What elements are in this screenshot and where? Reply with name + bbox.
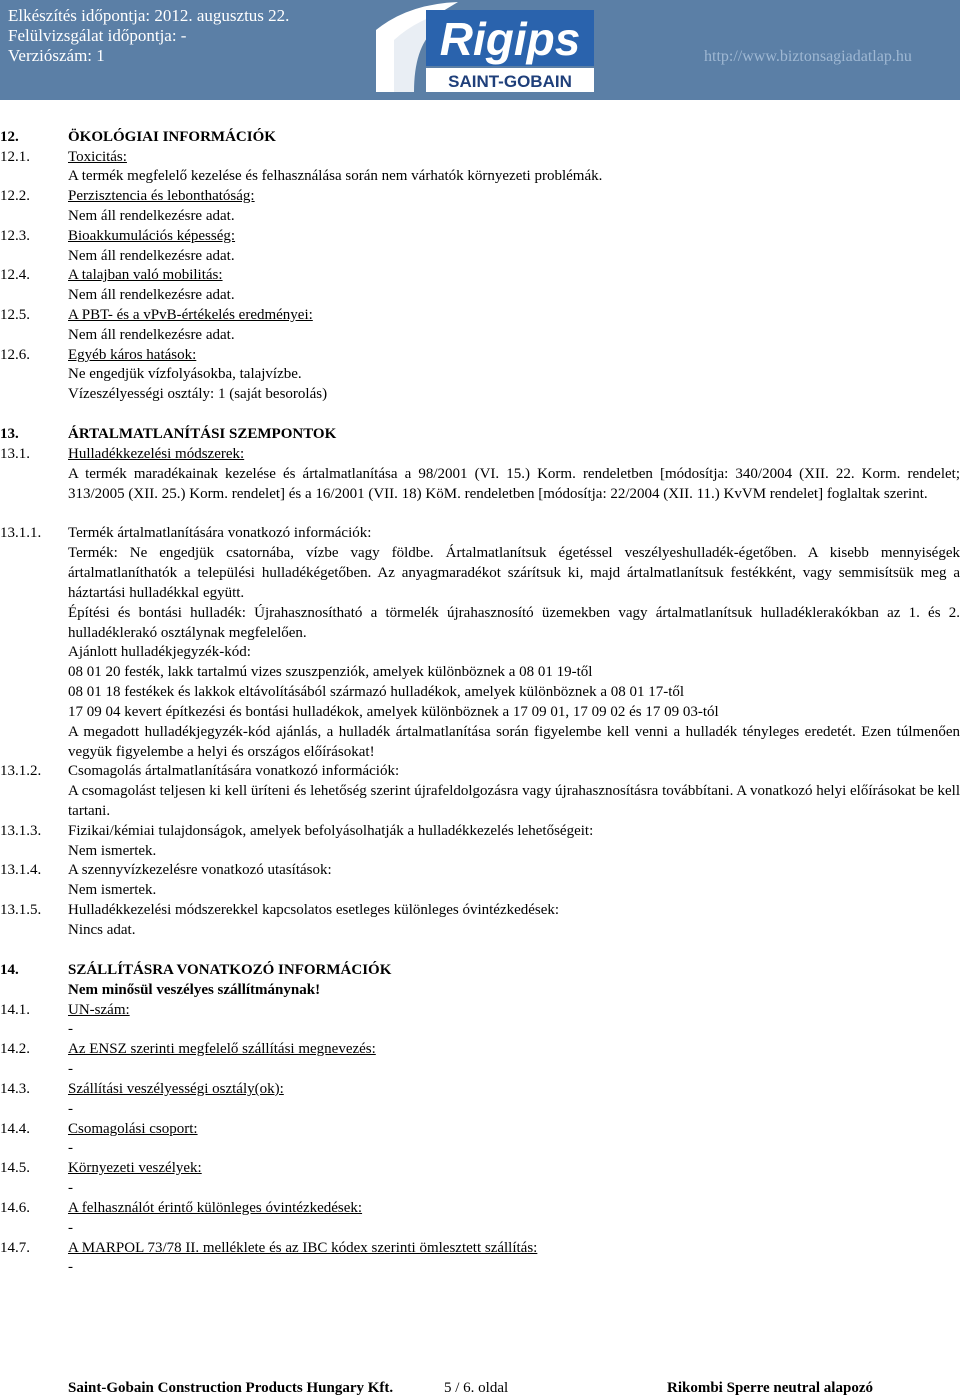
subsection-value: - xyxy=(68,1140,73,1156)
subsection-number: 12.2. xyxy=(0,188,30,204)
subsection-paragraph: Építési és bontási hulladék: Újrahasznosítható a törmelék újrahasznosító üzemekben vagy ártalmatlanítsuk hulladéklerakókban az 1. és 2. hulladéklerakó osztálynak megfelelően. xyxy=(68,605,960,641)
subsection-number: 14.4. xyxy=(0,1121,30,1137)
version-number: Verziószám: 1 xyxy=(8,46,105,65)
subsection-heading: Toxicitás: xyxy=(68,149,127,165)
subsection-heading: Fizikai/kémiai tulajdonságok, amelyek befolyásolhatják a hulladékkezelés lehetőségeit: xyxy=(68,823,594,839)
subsection-heading: Perzisztencia és lebonthatóság: xyxy=(68,188,255,204)
subsection-number: 12.1. xyxy=(0,149,30,165)
subsection-paragraph: A termék maradékainak kezelése és ártalmatlanítása a 98/2001 (VI. 15.) Korm. rendeletben [módosítja: 340/2004 (XII. 22. Korm. rendelet; 313/2005 (XII. 25.) Korm. rendelet] és a 16/2001 (VII. 18) KöM. rendeletben [módosítja: 22/2004 (XII. 11.) KvVM rendelet] foglaltak szerint. xyxy=(68,466,960,502)
subsection-value: - xyxy=(68,1061,73,1077)
subsection-number: 13.1.3. xyxy=(0,823,42,839)
subsection-value: - xyxy=(68,1220,73,1236)
subsection-value: - xyxy=(68,1259,73,1275)
subsection-text: Nem áll rendelkezésre adat. xyxy=(68,208,235,224)
subsection-number: 13.1.1. xyxy=(0,525,42,541)
subsection-number: 12.4. xyxy=(0,267,30,283)
subsection-number: 12.6. xyxy=(0,347,30,363)
subsection-number: 13.1.5. xyxy=(0,902,42,918)
subsection-value: - xyxy=(68,1101,73,1117)
logo-subbrand: SAINT-GOBAIN xyxy=(448,72,572,91)
subsection-paragraph: Termék: Ne engedjük csatornába, vízbe vagy földbe. Ártalmatlanítsuk égetéssel veszélyeshulladék-égetőben. A kisebb mennyiségek ártalmatlaníthatók a települési hulladékégetőben. Az anyagmaradékot szárítsuk ki, majd ártalmatlanítsuk festékként, vagy semmisítsük meg a háztartási hulladékkal együtt. xyxy=(68,545,960,601)
subsection-text: Nem áll rendelkezésre adat. xyxy=(68,287,235,303)
subsection-number: 12.5. xyxy=(0,307,30,323)
subsection-value: - xyxy=(68,1180,73,1196)
subsection-text: A termék megfelelő kezelése és felhasználása során nem várhatók környezeti problémák. xyxy=(68,168,603,184)
waste-code: 08 01 18 festékek és lakkok eltávolításából származó hulladékok, amelyek különböznek a 08 01 17-től xyxy=(68,684,685,700)
subsection-heading: Csomagolási csoport: xyxy=(68,1121,198,1137)
subsection-text: Nem áll rendelkezésre adat. xyxy=(68,327,235,343)
subsection-number: 14.5. xyxy=(0,1160,30,1176)
subsection-heading: Termék ártalmatlanítására vonatkozó információk: xyxy=(68,525,372,541)
page-header xyxy=(0,0,960,100)
subsection-heading: Az ENSZ szerinti megfelelő szállítási megnevezés: xyxy=(68,1041,376,1057)
footer-company: Saint-Gobain Construction Products Hungary Kft. xyxy=(68,1380,394,1396)
subsection-value: - xyxy=(68,1021,73,1037)
subsection-text: Nem áll rendelkezésre adat. xyxy=(68,248,235,264)
subsection-text: Nem ismertek. xyxy=(68,843,157,859)
subsection-number: 14.6. xyxy=(0,1200,30,1216)
footer-product: Rikombi Sperre neutral alapozó xyxy=(667,1380,873,1396)
waste-code: 08 01 20 festék, lakk tartalmú vizes szuszpenziók, amelyek különböznek a 08 01 19-től xyxy=(68,664,593,680)
subsection-number: 12.3. xyxy=(0,228,30,244)
section-number: 13. xyxy=(0,426,19,442)
subsection-heading: A felhasználót érintő különleges óvintézkedések: xyxy=(68,1200,363,1216)
header-url[interactable]: http://www.biztonsagiadatlap.hu xyxy=(704,48,912,65)
waste-code: 17 09 04 kevert építkezési és bontási hulladékok, amelyek különböznek a 17 09 01, 17 09 02 és 17 09 03-tól xyxy=(68,704,719,720)
section-number: 12. xyxy=(0,129,19,145)
subsection-heading: A szennyvízkezelésre vonatkozó utasítások: xyxy=(68,862,332,878)
subsection-heading: Hulladékkezelési módszerek: xyxy=(68,446,245,462)
subsection-number: 13.1.2. xyxy=(0,763,42,779)
prepared-date: Elkészítés időpontja: 2012. augusztus 22. xyxy=(8,6,290,25)
subsection-heading: Szállítási veszélyességi osztály(ok): xyxy=(68,1081,284,1097)
subsection-heading: Csomagolás ártalmatlanítására vonatkozó információk: xyxy=(68,763,400,779)
subsection-heading: A MARPOL 73/78 II. melléklete és az IBC kódex szerinti ömlesztett szállítás: xyxy=(68,1240,538,1256)
subsection-heading: Egyéb káros hatások: xyxy=(68,347,197,363)
section-note: Nem minősül veszélyes szállítmánynak! xyxy=(68,982,321,998)
footer-page-number: 5 / 6. oldal xyxy=(444,1380,509,1396)
subsection-heading: A PBT- és a vPvB-értékelés eredményei: xyxy=(68,307,313,323)
subsection-text: Ne engedjük vízfolyásokba, talajvízbe. xyxy=(68,366,302,382)
subsection-text: Vízeszélyességi osztály: 1 (saját besorolás) xyxy=(68,386,328,402)
subsection-number: 14.1. xyxy=(0,1002,30,1018)
subsection-heading: Környezeti veszélyek: xyxy=(68,1160,202,1176)
subsection-number: 14.7. xyxy=(0,1240,30,1256)
subsection-number: 13.1. xyxy=(0,446,30,462)
section-title: ÁRTALMATLANÍTÁSI SZEMPONTOK xyxy=(68,426,337,442)
subsection-number: 13.1.4. xyxy=(0,862,42,878)
subsection-number: 14.3. xyxy=(0,1081,30,1097)
subsection-paragraph: A csomagolást teljesen ki kell üríteni és lehetőség szerint újrafeldolgozásra vagy újrahasznosításra továbbítani. A vonatkozó helyi előírásokat be kell tartani. xyxy=(68,783,960,819)
rigips-logo xyxy=(368,0,600,96)
subsection-text: Nincs adat. xyxy=(68,922,136,938)
subsection-text: Nem ismertek. xyxy=(68,882,157,898)
subsection-paragraph: A megadott hulladékjegyzék-kód ajánlás, a hulladék ártalmatlanítása során figyelembe kell venni a hulladék tényleges eredetét. Ezen túlmenően vegyük figyelembe a helyi és országos előírásokat! xyxy=(68,724,960,760)
section-title: SZÁLLÍTÁSRA VONATKOZÓ INFORMÁCIÓK xyxy=(68,962,392,978)
reviewed-date: Felülvizsgálat időpontja: - xyxy=(8,26,187,45)
header-meta xyxy=(8,6,289,66)
subsection-number: 14.2. xyxy=(0,1041,30,1057)
subsection-heading: UN-szám: xyxy=(68,1002,130,1018)
section-number: 14. xyxy=(0,962,19,978)
subsection-heading: Hulladékkezelési módszerekkel kapcsolatos esetleges különleges óvintézkedések: xyxy=(68,902,560,918)
subsection-heading: Bioakkumulációs képesség: xyxy=(68,228,236,244)
section-title: ÖKOLÓGIAI INFORMÁCIÓK xyxy=(68,129,276,145)
subsection-text: Ajánlott hulladékjegyzék-kód: xyxy=(68,644,251,660)
logo-brand: Rigips xyxy=(439,13,581,65)
subsection-heading: A talajban való mobilitás: xyxy=(68,267,223,283)
